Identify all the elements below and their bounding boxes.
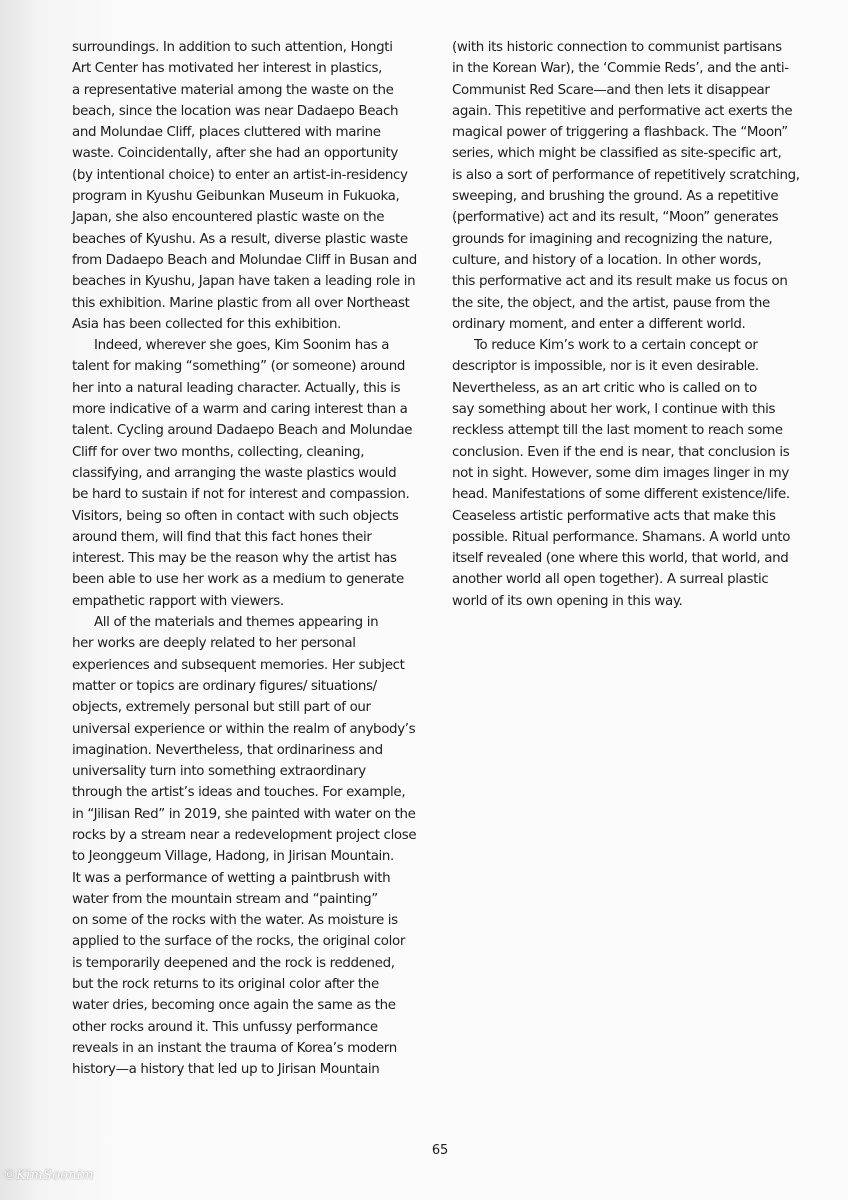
text-line: program in Kyushu Geibunkan Museum in Fukuoka, (72, 189, 400, 205)
text-line: To reduce Kim’s work to a certain concept or (474, 338, 758, 354)
text-line: Communist Red Scare—and then lets it disappear (452, 82, 770, 98)
text-line: experiences and subsequent memories. Her subject (72, 657, 405, 673)
text-line: through the artist’s ideas and touches. For example, (72, 785, 406, 801)
text-line: imagination. Nevertheless, that ordinariness and (72, 742, 383, 758)
text-line: the site, the object, and the artist, pause from the (452, 295, 770, 311)
text-line: reveals in an instant the trauma of Korea’s modern (72, 1040, 397, 1056)
text-line: and Molundae Cliff, places cluttered with marine (72, 125, 381, 141)
text-line: universality turn into something extraordinary (72, 764, 366, 780)
text-line: more indicative of a warm and caring interest than a (72, 402, 408, 418)
text-line: waste. Coincidentally, after she had an opportunity (72, 146, 398, 162)
text-line: Indeed, wherever she goes, Kim Soonim has a (94, 338, 390, 354)
text-line: Visitors, being so often in contact with such objects (72, 508, 399, 524)
text-line: is also a sort of performance of repetitively scratching, (452, 167, 800, 183)
text-line: again. This repetitive and performative act exerts the (452, 103, 793, 119)
text-line: Japan, she also encountered plastic waste on the (72, 210, 385, 226)
text-line: water dries, becoming once again the same as the (72, 998, 396, 1014)
text-line: not in sight. However, some dim images linger in my (452, 465, 789, 481)
text-line: in the Korean War), the ‘Commie Reds’, and the anti- (452, 61, 789, 77)
text-line: around them, will find that this fact hones their (72, 529, 372, 545)
text-line: Art Center has motivated her interest in plastics, (72, 61, 383, 77)
text-line: beaches in Kyushu, Japan have taken a leading role in (72, 274, 416, 290)
text-line: but the rock returns to its original color after the (72, 977, 379, 993)
text-line: another world all open together). A surreal plastic (452, 572, 769, 588)
text-line: Ceaseless artistic performative acts that make this (452, 508, 776, 524)
text-line: empathetic rapport with viewers. (72, 593, 284, 609)
copyright-watermark: ©KimSoonim (3, 1168, 94, 1183)
text-line: matter or topics are ordinary figures/ situations/ (72, 678, 377, 694)
text-line: in “Jilisan Red” in 2019, she painted with water on the (72, 806, 416, 822)
text-line: Asia has been collected for this exhibition. (72, 316, 342, 332)
page-number: 65 (431, 1143, 449, 1158)
text-line: rocks by a stream near a redevelopment project close (72, 827, 417, 843)
text-line: objects, extremely personal but still part of our (72, 700, 371, 716)
text-line: classifying, and arranging the waste plastics would (72, 465, 397, 481)
text-line: on some of the rocks with the water. As moisture is (72, 913, 398, 929)
text-line: ordinary moment, and enter a different world. (452, 316, 746, 332)
text-line: interest. This may be the reason why the artist has (72, 551, 397, 567)
text-line: to Jeonggeum Village, Hadong, in Jirisan Mountain. (72, 849, 394, 865)
text-line: (by intentional choice) to enter an artist-in-residency (72, 167, 408, 183)
text-line: is temporarily deepened and the rock is reddened, (72, 955, 395, 971)
text-line: (performative) act and its result, “Moon” generates (452, 210, 779, 226)
text-line: history—a history that led up to Jirisan Mountain (72, 1062, 380, 1078)
text-line: from Dadaepo Beach and Molundae Cliff in Busan and (72, 252, 417, 268)
text-line: applied to the surface of the rocks, the original color (72, 934, 405, 950)
text-line: this performative act and its result make us focus on (452, 274, 788, 290)
text-line: conclusion. Even if the end is near, that conclusion is (452, 444, 790, 460)
text-line: talent. Cycling around Dadaepo Beach and Molundae (72, 423, 413, 439)
text-line: beach, since the location was near Dadaepo Beach (72, 103, 399, 119)
text-line: a representative material among the waste on the (72, 82, 394, 98)
text-line: her works are deeply related to her personal (72, 636, 356, 652)
text-line: (with its historic connection to communist partisans (452, 40, 782, 55)
text-line: this exhibition. Marine plastic from all over Northeast (72, 295, 410, 311)
text-line: All of the materials and themes appearing in (94, 615, 379, 631)
text-line: sweeping, and brushing the ground. As a repetitive (452, 189, 779, 205)
text-line: surroundings. In addition to such attention, Hongti (72, 40, 393, 55)
text-line: culture, and history of a location. In other words, (452, 252, 762, 268)
text-line: series, which might be classified as site-specific art, (452, 146, 782, 162)
text-line: other rocks around it. This unfussy performance (72, 1019, 378, 1035)
text-line: universal experience or within the realm of anybody’s (72, 721, 416, 737)
text-column-right (452, 37, 812, 612)
text-line: descriptor is impossible, nor is it even desirable. (452, 359, 759, 375)
text-line: Nevertheless, as an art critic who is called on to (452, 380, 757, 396)
text-line: be hard to sustain if not for interest and compassion. (72, 487, 410, 503)
text-line: grounds for imagining and recognizing the nature, (452, 231, 773, 247)
text-line: itself revealed (one where this world, that world, and (452, 551, 789, 567)
text-line: been able to use her work as a medium to generate (72, 572, 404, 588)
text-column-left (72, 37, 432, 1081)
text-line: possible. Ritual performance. Shamans. A world unto (452, 529, 791, 545)
text-line: head. Manifestations of some different existence/life. (452, 487, 790, 503)
text-line: say something about her work, I continue with this (452, 402, 776, 418)
text-line: beaches of Kyushu. As a result, diverse plastic waste (72, 231, 408, 247)
text-line: water from the mountain stream and “painting” (72, 891, 378, 907)
text-line: It was a performance of wetting a paintbrush with (72, 870, 391, 886)
text-line: world of its own opening in this way. (452, 593, 683, 609)
text-line: her into a natural leading character. Actually, this is (72, 380, 401, 396)
text-line: talent for making “something” (or someone) around (72, 359, 406, 375)
text-line: reckless attempt till the last moment to reach some (452, 423, 783, 439)
text-line: magical power of triggering a flashback. The “Moon” (452, 125, 788, 141)
text-line: Cliff for over two months, collecting, cleaning, (72, 444, 365, 460)
